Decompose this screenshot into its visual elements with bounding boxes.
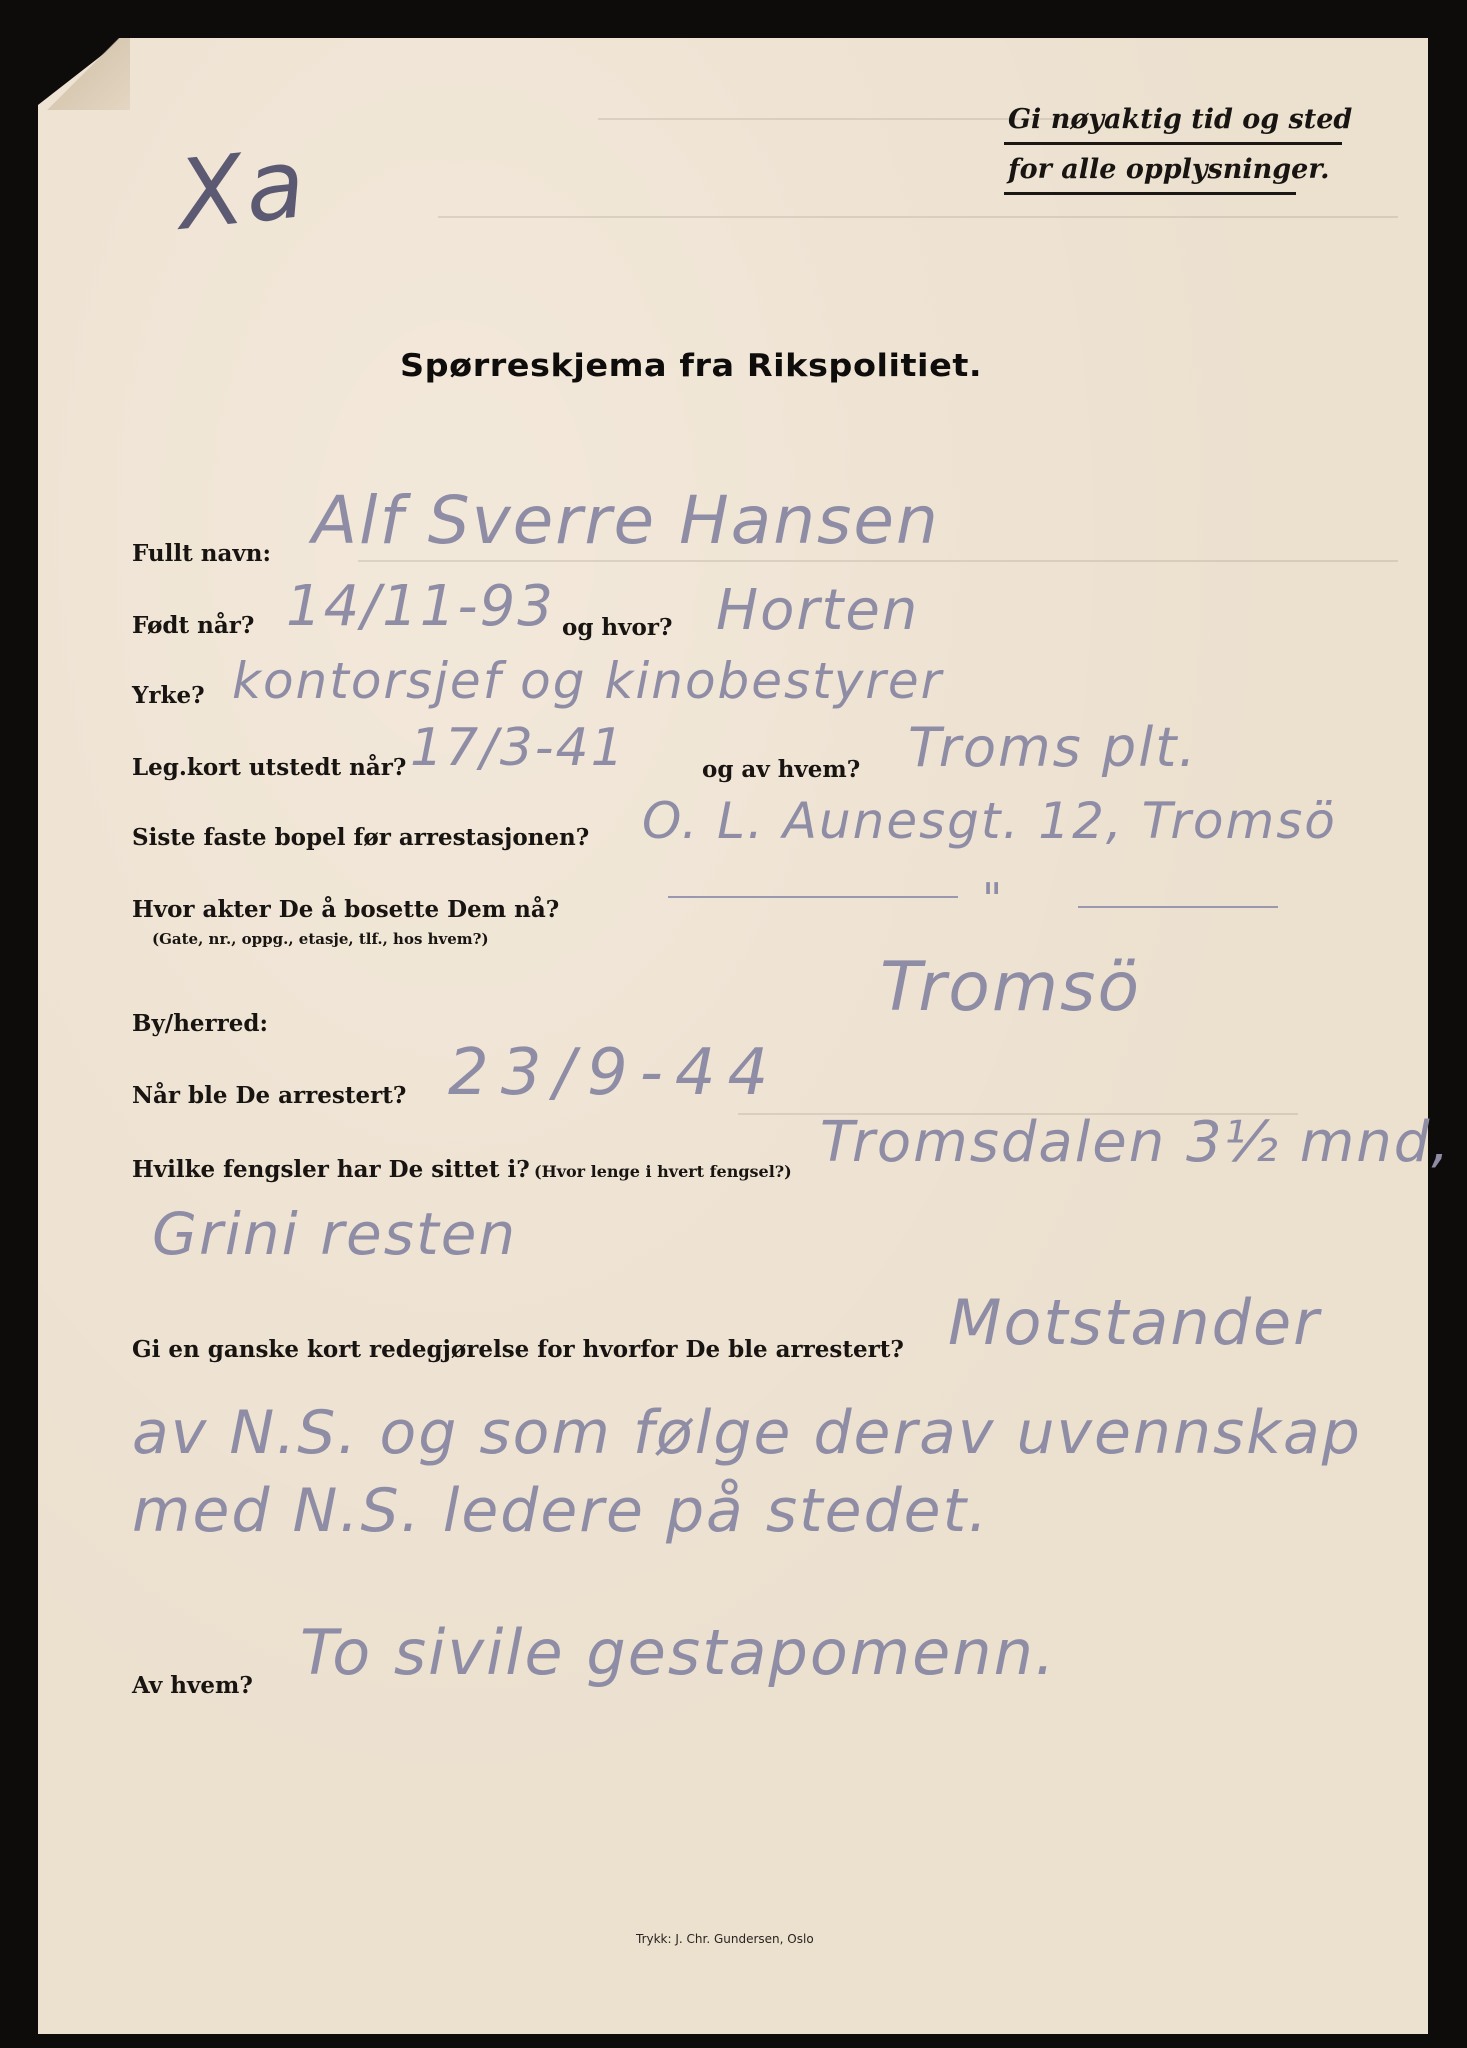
bleed-through-line <box>358 560 1398 562</box>
form-title: Spørreskjema fra Rikspolitiet. <box>400 348 983 384</box>
prisons-value-line2: Grini resten <box>152 1200 518 1268</box>
arrested-when-value: 23/9-44 <box>448 1036 781 1110</box>
prisons-sublabel: (Hvor lenge i hvert fengsel?) <box>534 1162 792 1181</box>
arrested-by-value: To sivile gestapomenn. <box>300 1616 1057 1689</box>
town-label: By/herred: <box>132 1010 269 1037</box>
bleed-through-line <box>598 118 1078 120</box>
arrested-when-label: Når ble De arrestert? <box>132 1082 407 1109</box>
last-address-label: Siste faste bopel før arrestasjonen? <box>132 824 590 851</box>
full-name-label: Fullt navn: <box>132 540 271 567</box>
prisons-label: Hvilke fengsler har De sittet i? <box>132 1156 530 1183</box>
folded-corner <box>38 38 130 110</box>
header-note-underline <box>1004 142 1342 145</box>
reason-value-line3: med N.S. ledere på stedet. <box>132 1476 990 1546</box>
born-when-label: Født når? <box>132 612 255 639</box>
id-card-by-label: og av hvem? <box>702 756 861 783</box>
bleed-through-line <box>438 216 1398 218</box>
reason-value-line1: Motstander <box>948 1286 1321 1359</box>
full-name-value: Alf Sverre Hansen <box>312 482 940 559</box>
settle-where-label: Hvor akter De å bosette Dem nå? <box>132 896 560 923</box>
printer-imprint: Trykk: J. Chr. Gundersen, Oslo <box>636 1932 814 1946</box>
ditto-line <box>1078 906 1278 908</box>
settle-where-value: " <box>982 874 1005 925</box>
born-where-value: Horten <box>716 578 920 643</box>
occupation-label: Yrke? <box>132 682 205 709</box>
corner-mark: Xa <box>172 126 312 252</box>
header-note-underline <box>1004 192 1296 195</box>
born-when-value: 14/11-93 <box>286 574 555 639</box>
id-card-when-value: 17/3-41 <box>410 718 626 778</box>
reason-label: Gi en ganske kort redegjørelse for hvorfor De ble arrestert? <box>132 1336 904 1363</box>
settle-where-sublabel: (Gate, nr., oppg., etasje, tlf., hos hvem?) <box>152 930 489 948</box>
occupation-value: kontorsjef og kinobestyrer <box>232 652 944 710</box>
arrested-by-label: Av hvem? <box>132 1672 253 1699</box>
last-address-value: O. L. Aunesgt. 12, Tromsö <box>642 792 1337 850</box>
town-value: Tromsö <box>880 948 1142 1027</box>
reason-value-line2: av N.S. og som følge derav uvennskap <box>132 1398 1362 1468</box>
id-card-when-label: Leg.kort utstedt når? <box>132 754 407 781</box>
prisons-value-line1: Tromsdalen 3½ mnd, <box>820 1110 1452 1175</box>
id-card-by-value: Troms plt. <box>908 716 1198 779</box>
header-note-line2: for alle opplysninger. <box>1008 154 1330 185</box>
born-where-label: og hvor? <box>562 614 673 641</box>
header-note-line1: Gi nøyaktig tid og sted <box>1008 104 1353 135</box>
ditto-line <box>668 896 958 898</box>
